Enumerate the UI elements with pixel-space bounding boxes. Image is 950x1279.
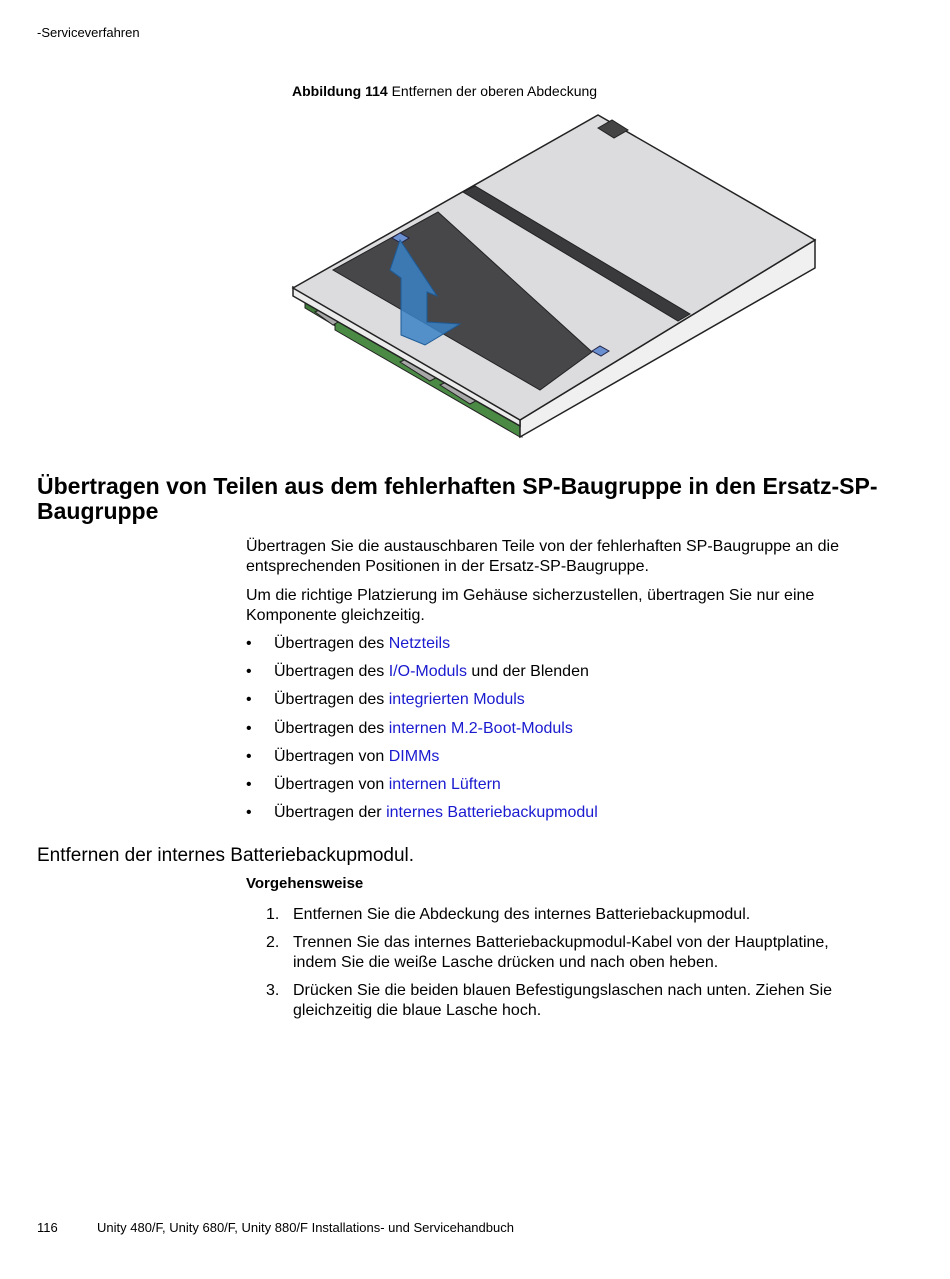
item-text: Übertragen von bbox=[274, 775, 389, 793]
paragraph: Um die richtige Platzierung im Gehäuse sicherzustellen, übertragen Sie nur eine Komponente gleichzeitig. bbox=[246, 587, 815, 624]
bullet-dot: • bbox=[246, 775, 252, 793]
bullet-dot: • bbox=[246, 691, 252, 709]
list-item bbox=[246, 634, 598, 662]
section-title: Übertragen von Teilen aus dem fehlerhaften SP-Baugruppe in den Ersatz-SP-Baugruppe bbox=[37, 473, 878, 524]
bullet-dot: • bbox=[246, 663, 252, 681]
page-number: 116 bbox=[37, 1220, 58, 1235]
item-text: Übertragen des bbox=[274, 663, 389, 681]
link-integrierten-moduls[interactable]: integrierten Moduls bbox=[388, 691, 525, 709]
list-item bbox=[246, 662, 598, 690]
item-text: Übertragen des bbox=[274, 719, 389, 737]
procedure-label: Vorgehensweise bbox=[246, 875, 364, 892]
step-number: 3. bbox=[266, 982, 280, 999]
item-text: und der Blenden bbox=[466, 663, 589, 681]
paragraph: Übertragen Sie die austauschbaren Teile von der fehlerhaften SP-Baugruppe an die entsprechenden Positionen in der Ersatz-SP-Baugruppe. bbox=[246, 538, 839, 575]
bullet-dot: • bbox=[246, 635, 252, 652]
bullet-dot: • bbox=[246, 747, 252, 765]
link-io-moduls[interactable]: I/O-Moduls bbox=[388, 663, 467, 681]
step-text: Trennen Sie das internes Batteriebackupmodul-Kabel von der Hauptplatine, indem Sie die weiße Lasche drücken und nach oben heben. bbox=[293, 934, 829, 971]
bullet-dot: • bbox=[246, 804, 252, 822]
page-header: -Serviceverfahren bbox=[37, 25, 140, 40]
step-item bbox=[246, 905, 866, 925]
list-item bbox=[246, 775, 598, 803]
bullet-dot: • bbox=[246, 719, 252, 737]
figure-caption bbox=[292, 83, 597, 99]
list-item bbox=[246, 719, 598, 747]
figure-caption-text: Entfernen der oberen Abdeckung bbox=[391, 83, 598, 99]
step-text: Entfernen Sie die Abdeckung des internes Batteriebackupmodul. bbox=[293, 906, 751, 923]
step-text: Drücken Sie die beiden blauen Befestigungslaschen nach unten. Ziehen Sie gleichzeitig die blaue Lasche hoch. bbox=[293, 982, 833, 1019]
footer-title: Unity 480/F, Unity 680/F, Unity 880/F Installations- und Servicehandbuch bbox=[97, 1220, 514, 1235]
item-text: Übertragen von bbox=[274, 747, 389, 765]
link-m2-boot-moduls[interactable]: internen M.2-Boot-Moduls bbox=[388, 719, 573, 737]
link-netzteils[interactable]: Netzteils bbox=[388, 635, 451, 652]
figure-label: Abbildung 114 bbox=[292, 83, 388, 99]
top-cover-removal-illustration bbox=[288, 108, 828, 440]
list-item bbox=[246, 690, 598, 718]
step-item bbox=[246, 981, 866, 1021]
link-dimms[interactable]: DIMMs bbox=[388, 747, 440, 765]
step-number: 2. bbox=[266, 934, 280, 951]
list-item bbox=[246, 747, 598, 775]
step-number: 1. bbox=[266, 906, 280, 923]
transfer-list bbox=[246, 634, 598, 831]
item-text: Übertragen des bbox=[274, 691, 389, 709]
link-batteriebackupmodul[interactable]: internes Batteriebackupmodul bbox=[386, 804, 598, 822]
list-item bbox=[246, 803, 598, 831]
subsection-title: Entfernen der internes Batteriebackupmodul. bbox=[37, 845, 415, 866]
procedure-steps bbox=[246, 905, 866, 1029]
link-internen-lueftern[interactable]: internen Lüftern bbox=[388, 775, 501, 793]
step-item bbox=[246, 933, 866, 973]
item-text: Übertragen der bbox=[274, 804, 387, 822]
item-text: Übertragen des bbox=[274, 635, 389, 652]
